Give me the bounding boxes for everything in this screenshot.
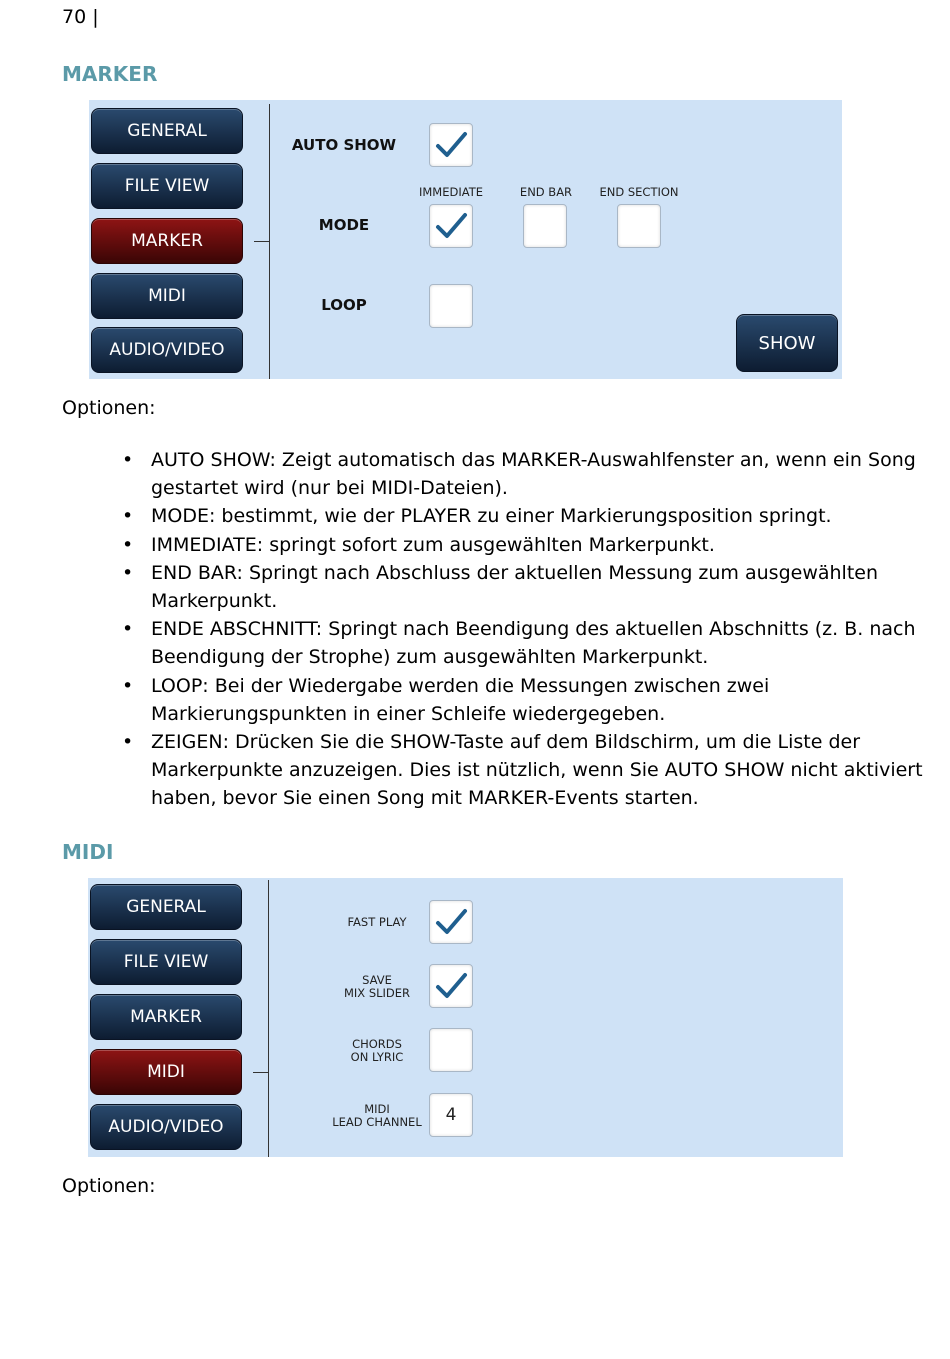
active-connector-line [254,241,270,242]
list-item: • ZEIGEN: Drücken Sie die SHOW-Taste auf dem Bildschirm, um die Liste der Markerpunkte anzuzeigen. Dies ist nützlich, wenn Sie AUTO SHOW nicht aktiviert haben, bevor Sie einen Song mit MARKER-Events starten. [151,728,950,813]
auto-show-checkbox[interactable] [429,123,473,167]
nav-button-midi[interactable]: MIDI [90,1049,242,1095]
end-section-checkbox[interactable] [617,204,661,248]
list-item: • MODE: bestimmt, wie der PLAYER zu einer Markierungsposition springt. [151,502,950,530]
list-item: • AUTO SHOW: Zeigt automatisch das MARKER-Auswahlfenster an, wenn ein Song gestartet wird (nur bei MIDI-Dateien). [151,446,950,502]
divider-line [268,880,269,1157]
active-connector-line [253,1072,269,1073]
immediate-checkbox[interactable] [429,204,473,248]
list-item: • END BAR: Springt nach Abschluss der aktuellen Messung zum ausgewählten Markerpunkt. [151,559,950,615]
fast-play-label [317,916,437,929]
end-section-label: END SECTION [599,185,679,199]
chords-on-lyric-label-line1: CHORDS [352,1037,402,1051]
marker-options-list [62,446,950,813]
options-label-midi: Optionen: [62,1175,156,1197]
nav-button-midi[interactable]: MIDI [91,273,243,319]
chords-on-lyric-label-line2: ON LYRIC [350,1050,404,1064]
list-item: • IMMEDIATE: springt sofort zum ausgewählten Markerpunkt. [151,531,950,559]
section-title-midi: MIDI [62,840,114,864]
chords-on-lyric-checkbox[interactable] [429,1028,473,1072]
nav-button-marker[interactable]: MARKER [90,994,242,1040]
checkmark-icon [434,130,468,160]
list-item: • ENDE ABSCHNITT: Springt nach Beendigung des aktuellen Abschnitts (z. B. nach Beendigung der Strophe) zum ausgewählten Markerpunkt. [151,615,950,671]
chords-on-lyric-label [317,1038,437,1064]
save-mix-slider-label [317,974,437,1000]
end-bar-label: END BAR [519,185,573,199]
nav-button-file-view[interactable]: FILE VIEW [91,163,243,209]
midi-lead-channel-label-line2: LEAD CHANNEL [332,1115,422,1129]
section-title-marker: MARKER [62,62,158,86]
checkmark-icon [434,971,468,1001]
fast-play-checkbox[interactable] [429,900,473,944]
midi-settings-screenshot [88,878,843,1157]
save-mix-slider-label-line2: MIX SLIDER [343,986,411,1000]
page-number: 70 | [62,6,99,28]
auto-show-label: AUTO SHOW [291,136,397,154]
nav-button-audio-video[interactable]: AUDIO/VIDEO [90,1104,242,1150]
checkmark-icon [434,907,468,937]
nav-button-general[interactable]: GENERAL [91,108,243,154]
midi-lead-channel-input[interactable]: 4 [429,1093,473,1137]
immediate-label: IMMEDIATE [418,185,483,199]
nav-button-marker[interactable]: MARKER [91,218,243,264]
midi-lead-channel-label [317,1103,437,1129]
midi-lead-channel-label-line1: MIDI [364,1102,390,1116]
list-item: • LOOP: Bei der Wiedergabe werden die Messungen zwischen zwei Markierungspunkten in einer Schleife wiedergegeben. [151,672,950,728]
loop-label: LOOP [321,296,367,314]
marker-settings-screenshot [89,100,842,379]
save-mix-slider-label-line1: SAVE [362,973,392,987]
mode-label: MODE [318,216,370,234]
fast-play-label-text: FAST PLAY [347,915,407,929]
checkmark-icon [434,211,468,241]
nav-button-general[interactable]: GENERAL [90,884,242,930]
options-label-marker: Optionen: [62,397,156,419]
nav-button-file-view[interactable]: FILE VIEW [90,939,242,985]
loop-checkbox[interactable] [429,284,473,328]
nav-button-audio-video[interactable]: AUDIO/VIDEO [91,327,243,373]
end-bar-checkbox[interactable] [523,204,567,248]
show-button[interactable]: SHOW [736,314,838,372]
save-mix-slider-checkbox[interactable] [429,964,473,1008]
